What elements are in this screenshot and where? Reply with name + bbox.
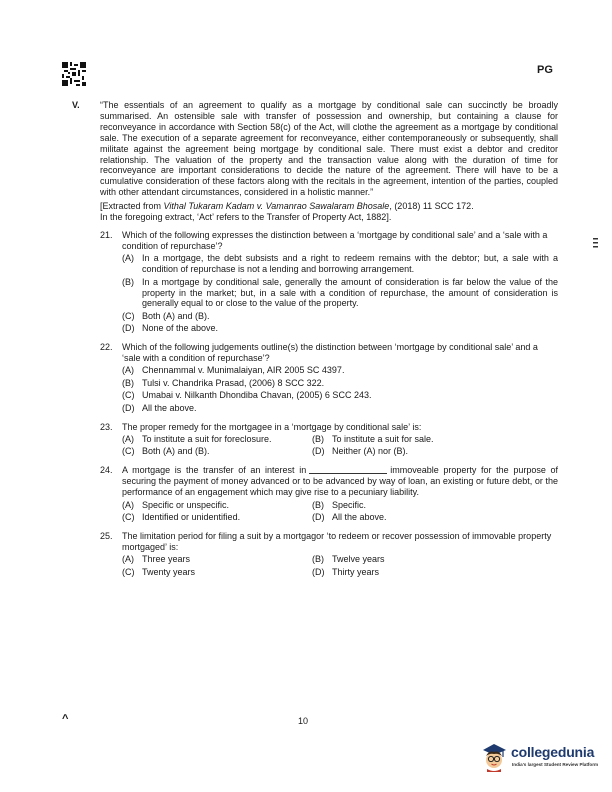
passage-number: V. (72, 100, 80, 110)
fill-in-blank (309, 473, 387, 474)
option-b: (B) Specific. (312, 499, 367, 510)
set-code: PG (537, 64, 553, 76)
option-b: (B) In a mortgage by conditional sale, generally the amount of consideration is far below the value of the property in the market; but, in a sale with a condition of repurchase, the amount of consideration is generally equal to or close to the value of the property. (122, 276, 558, 309)
edge-mark (592, 238, 600, 248)
question-21 (72, 230, 558, 334)
option-c: (C) Both (A) and (B). (122, 310, 210, 321)
question-24 (72, 465, 558, 523)
option-b: (B) Tulsi v. Chandrika Prasad, (2006) 8 SCC 322. (122, 377, 325, 388)
option-d: (D) None of the above. (122, 323, 219, 334)
question-text: Which of the following judgements outline(s) the distinction between ‘mortgage by conditional sale’ and a ‘sale with a condition of repurchase’? (122, 342, 538, 364)
option-a: (A) Three years (122, 554, 191, 565)
question-number: 21. (100, 229, 113, 240)
option-a: (A) In a mortgage, the debt subsists and a right to redeem remains with the debtor; but, a sale with a condition of repurchase is not a lending and borrowing arrangement. (122, 253, 558, 275)
page-number: 10 (298, 716, 309, 726)
option-d: (D) Neither (A) nor (B). (312, 446, 409, 457)
logo-tagline: India's largest Student Review Platform (512, 762, 599, 767)
question-22 (72, 342, 558, 413)
passage-text: “The essentials of an agreement to qualify as a mortgage by conditional sale can succinctly be broadly summarised. An ostensible sale with transfer of possession and ownership, but containing a clause for reconveyance in accordance with Section 58(c) of the Act, will clothe the agreement as a mortgage by conditional sale. The execution of a separate agreement for reconveyance, either contemporaneously or subsequently, shall militate against the agreement being mortgage by conditional sale. There must exist a debtor and creditor relationship. The valuation of the property and the transaction value along with the duration of time for reconveyance are important considerations to decide the nature of the agreement. There will have to be a cumulative consideration of these factors along with the recitals in the agreement, intention of the parties, coupled with other attendant circumstances, considered in a holistic manner.” (100, 100, 558, 198)
option-a: (A) To institute a suit for foreclosure. (122, 433, 272, 444)
option-c: (C) Twenty years (122, 566, 196, 577)
student-mascot-icon (479, 740, 509, 772)
question-text: The limitation period for filing a suit by a mortgagor ‘to redeem or recover possession of immovable property mortgaged’ is: (122, 530, 552, 552)
passage (72, 100, 558, 223)
question-paper-body (72, 100, 558, 577)
option-d: (D) Thirty years (312, 566, 380, 577)
option-d: (D) All the above. (312, 511, 387, 522)
option-b: (B) Twelve years (312, 554, 385, 565)
up-arrow-icon: ^ (62, 713, 69, 725)
qr-code (62, 62, 86, 86)
question-number: 25. (100, 530, 113, 541)
question-number: 22. (100, 342, 113, 353)
option-a: (A) Chennammal v. Munimalaiyan, AIR 2005 SC 4397. (122, 365, 345, 376)
question-25 (72, 531, 558, 578)
logo-name: collegedunia (511, 744, 595, 760)
option-c: (C) Umabai v. Nilkanth Dhondiba Chavan, (2005) 6 SCC 243. (122, 390, 372, 401)
option-a: (A) Specific or unspecific. (122, 499, 230, 510)
case-name: Vithal Tukaram Kadam v. Vamanrao Sawalaram Bhosale (163, 201, 390, 212)
option-b: (B) To institute a suit for sale. (312, 433, 434, 444)
question-number: 23. (100, 421, 113, 432)
passage-extract-source: [Extracted from Vithal Tukaram Kadam v. Vamanrao Sawalaram Bhosale, (2018) 11 SCC 172. (100, 201, 474, 212)
question-text: A mortgage is the transfer of an interest in immoveable property for the purpose of securing the payment of money advanced or to be advanced by way of loan, an existing or future debt, or the performance of an engagement which may give rise to a pecuniary liability. (122, 465, 558, 498)
collegedunia-logo (479, 740, 607, 774)
question-number: 24. (100, 465, 113, 476)
option-c: (C) Identified or unidentified. (122, 511, 241, 522)
option-c: (C) Both (A) and (B). (122, 446, 210, 457)
question-text: The proper remedy for the mortgagee in a ‘mortgage by conditional sale’ is: (122, 421, 422, 432)
question-text: Which of the following expresses the distinction between a ‘mortgage by conditional sale’ and a ‘sale with a condition of repurchase’? (122, 229, 548, 251)
question-23 (72, 422, 558, 458)
option-d: (D) All the above. (122, 402, 197, 413)
passage-extract-note: In the foregoing extract, ‘Act’ refers to the Transfer of Property Act, 1882]. (100, 212, 392, 223)
